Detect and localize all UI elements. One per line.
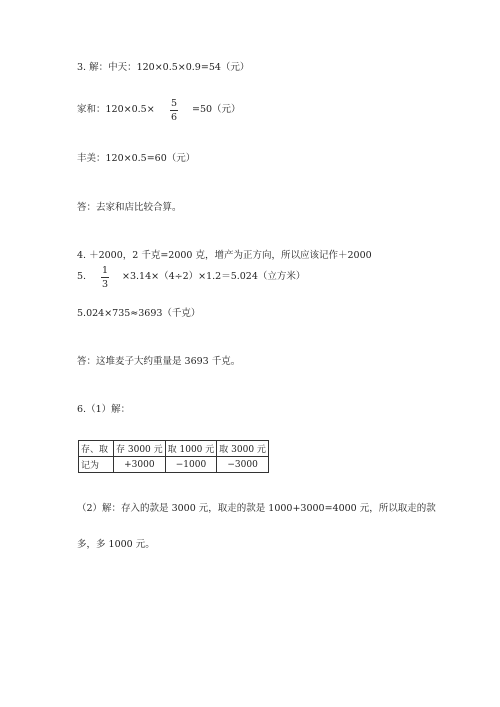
fraction-denominator: 3: [101, 279, 109, 290]
table-cell: 取 1000 元: [165, 441, 217, 457]
fraction-bar: [170, 110, 178, 111]
table-cell: −3000: [217, 457, 269, 473]
q3-jiahe-fraction: [170, 98, 178, 123]
table-cell: 存 3000 元: [114, 441, 166, 457]
q3-jiahe-prefix: 家和：120×0.5×: [77, 104, 155, 115]
fraction-denominator: 6: [170, 112, 178, 123]
table-row: [79, 457, 269, 473]
table-cell: −1000: [165, 457, 217, 473]
q6-part2-line2: 多，多 1000 元。: [77, 539, 155, 550]
table-cell: +3000: [114, 457, 166, 473]
table-cell: 存、取: [79, 441, 114, 457]
q5-fraction: [101, 265, 109, 290]
q3-answer: 答：去家和店比较合算。: [77, 202, 182, 213]
q5-suffix: ×3.14×（4÷2）×1.2＝5.024（立方米）: [122, 271, 306, 282]
q5-prefix: 5.: [77, 271, 87, 282]
table-cell: 记为: [79, 457, 114, 473]
q5-line2: 5.024×735≈3693（千克）: [77, 308, 201, 319]
q3-jiahe-suffix: =50（元）: [192, 104, 241, 115]
deposit-withdraw-table: [78, 440, 269, 473]
q3-line-jiahe: [77, 104, 155, 116]
fraction-numerator: 5: [170, 98, 178, 109]
q3-line-fengmei: 丰美：120×0.5=60（元）: [77, 153, 196, 164]
q6-header: 6.（1）解：: [77, 404, 131, 415]
table-cell: 取 3000 元: [217, 441, 269, 457]
table-header-row: [79, 441, 269, 457]
q5-answer: 答：这堆麦子大约重量是 3693 千克。: [77, 356, 241, 367]
fraction-numerator: 1: [101, 265, 109, 276]
fraction-bar: [101, 277, 109, 278]
q6-part2-line1: （2）解：存入的款是 3000 元，取走的款是 1000+3000=4000 元，所以取走的款: [77, 503, 436, 514]
q3-line-zhongtian: 3. 解：中天：120×0.5×0.9=54（元）: [77, 62, 250, 73]
q4-line: 4. ＋2000，2 千克=2000 克，增产为正方向，所以应该记作＋2000: [77, 250, 372, 261]
